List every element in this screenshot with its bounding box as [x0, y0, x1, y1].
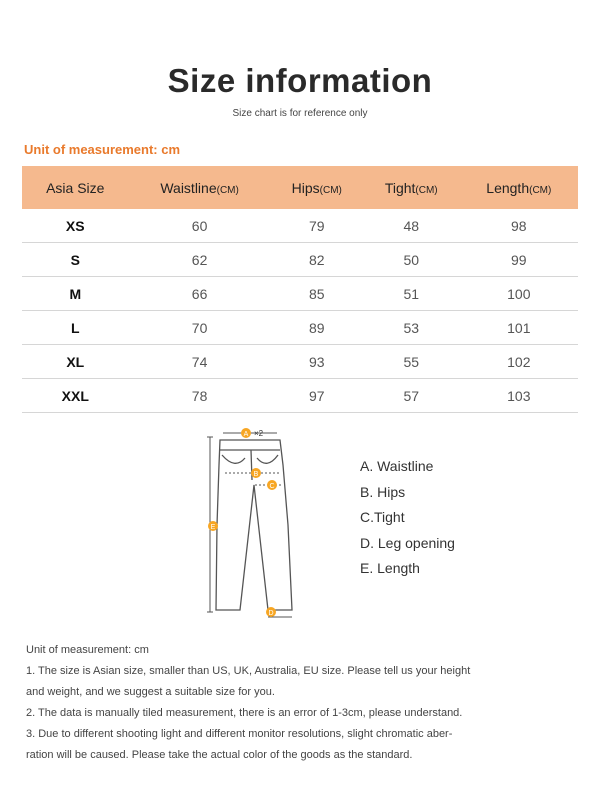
- waist-cell: 66: [129, 277, 271, 311]
- header-tight: Tight(CM): [363, 166, 460, 209]
- hips-cell: 93: [271, 345, 363, 379]
- svg-text:C: C: [269, 483, 275, 490]
- hips-cell: 79: [271, 209, 363, 243]
- marker-d-icon: [266, 607, 276, 617]
- page-title: Size information: [167, 62, 433, 99]
- tight-cell: 55: [363, 345, 460, 379]
- page-subtitle: Size chart is for reference only: [232, 108, 368, 119]
- hips-cell: 82: [271, 243, 363, 277]
- marker-e-icon: [208, 521, 218, 531]
- size-cell: L: [22, 311, 129, 345]
- multiplier-label: ×2: [254, 429, 264, 438]
- svg-text:A: A: [243, 431, 249, 438]
- legend-item: B. Hips: [360, 483, 406, 500]
- table-row: [22, 243, 578, 277]
- notes-line: 3. Due to different shooting light and different monitor resolutions, slight chromatic aber-: [26, 728, 453, 740]
- waist-cell: 62: [129, 243, 271, 277]
- waist-cell: 78: [129, 379, 271, 413]
- notes-line: Unit of measurement: cm: [26, 644, 149, 656]
- notes-line: and weight, and we suggest a suitable size for you.: [26, 686, 275, 698]
- header-length: Length(CM): [460, 166, 578, 209]
- pants-diagram: [195, 425, 310, 625]
- table-row: [22, 379, 578, 413]
- length-cell: 98: [460, 209, 578, 243]
- length-cell: 99: [460, 243, 578, 277]
- marker-c-icon: [267, 480, 277, 490]
- tight-cell: 57: [363, 379, 460, 413]
- measurement-legend: [360, 458, 455, 586]
- notes-line: ration will be caused. Please take the actual color of the goods as the standard.: [26, 749, 413, 761]
- unit-heading: Unit of measurement: cm: [24, 142, 181, 157]
- marker-a-icon: [241, 428, 251, 438]
- tight-cell: 48: [363, 209, 460, 243]
- hips-cell: 97: [271, 379, 363, 413]
- header-asia-size: Asia Size: [22, 166, 129, 209]
- tight-cell: 53: [363, 311, 460, 345]
- svg-text:D: D: [268, 610, 274, 617]
- legend-item: E. Length: [360, 560, 420, 576]
- pants-outline: [216, 440, 292, 610]
- size-cell: M: [22, 277, 129, 311]
- legend-item: A. Waistline: [360, 458, 434, 474]
- legend-item: D. Leg opening: [360, 534, 455, 551]
- hips-cell: 89: [271, 311, 363, 345]
- svg-text:B: B: [253, 471, 259, 478]
- table-row: [22, 209, 578, 243]
- header-waistline: Waistline(CM): [129, 166, 271, 209]
- size-table: [22, 166, 578, 413]
- table-row: [22, 311, 578, 345]
- table-row: [22, 277, 578, 311]
- header-hips: Hips(CM): [271, 166, 363, 209]
- legend-item: C.Tight: [360, 509, 405, 525]
- notes-line: 2. The data is manually tiled measurement, there is an error of 1-3cm, please understand.: [26, 707, 463, 719]
- table-row: [22, 345, 578, 379]
- waist-cell: 70: [129, 311, 271, 345]
- tight-cell: 50: [363, 243, 460, 277]
- notes-section: [26, 640, 586, 766]
- marker-b-icon: [251, 468, 261, 478]
- size-cell: XL: [22, 345, 129, 379]
- length-cell: 100: [460, 277, 578, 311]
- length-cell: 101: [460, 311, 578, 345]
- waist-cell: 60: [129, 209, 271, 243]
- hips-cell: 85: [271, 277, 363, 311]
- waist-cell: 74: [129, 345, 271, 379]
- length-cell: 102: [460, 345, 578, 379]
- tight-cell: 51: [363, 277, 460, 311]
- svg-text:E: E: [210, 524, 216, 531]
- size-cell: XS: [22, 209, 129, 243]
- size-cell: S: [22, 243, 129, 277]
- table-header-row: [22, 166, 578, 209]
- length-cell: 103: [460, 379, 578, 413]
- size-cell: XXL: [22, 379, 129, 413]
- notes-line: 1. The size is Asian size, smaller than US, UK, Australia, EU size. Please tell us your height: [26, 665, 471, 677]
